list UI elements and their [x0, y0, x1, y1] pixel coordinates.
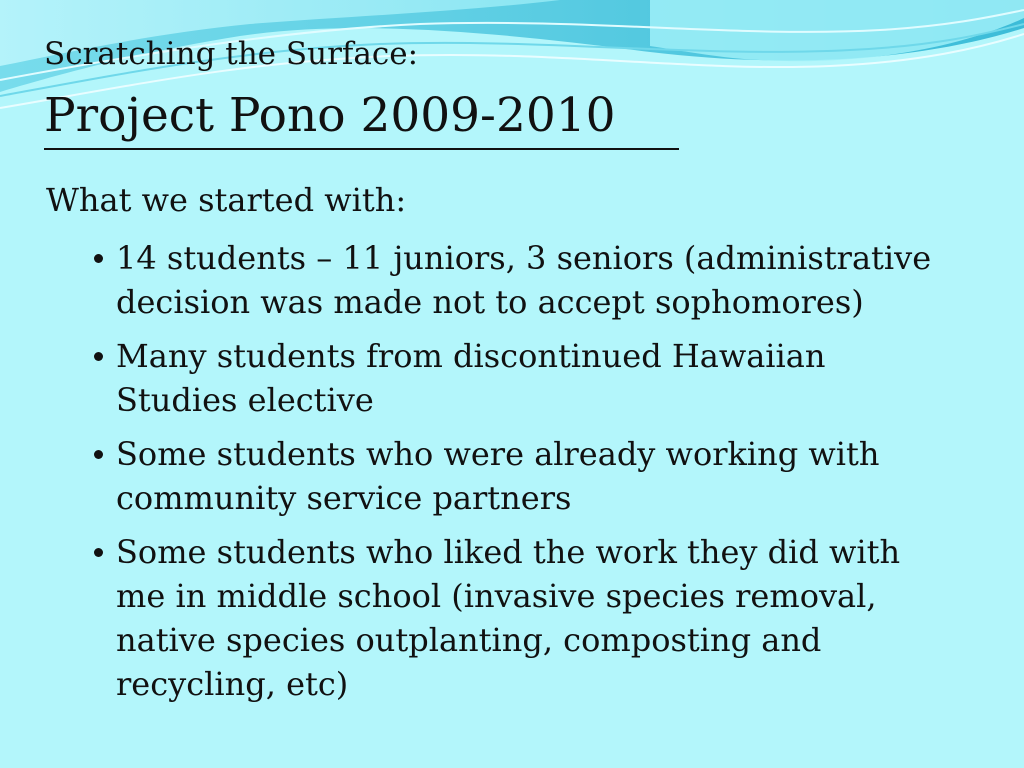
bullet-item	[88, 236, 988, 324]
bullet-dot-icon	[94, 352, 103, 361]
bullet-dot-icon	[94, 548, 103, 557]
bullet-item	[88, 334, 988, 422]
bullet-dot-icon	[94, 254, 103, 263]
bullet-line: Studies elective	[116, 381, 374, 419]
bullet-line: community service partners	[116, 479, 572, 517]
bullet-line: Many students from discontinued Hawaiian	[116, 337, 826, 375]
intro-text: What we started with:	[46, 181, 407, 219]
bullet-line: decision was made not to accept sophomores)	[116, 283, 864, 321]
bullet-line: me in middle school (invasive species removal,	[116, 577, 877, 615]
bullet-line: 14 students – 11 juniors, 3 seniors (administrative	[116, 239, 932, 277]
bullet-item	[88, 530, 988, 706]
title-underline	[44, 148, 679, 150]
bullet-line: recycling, etc)	[116, 665, 349, 703]
bullet-line: native species outplanting, composting and	[116, 621, 822, 659]
slide-subtitle: Scratching the Surface:	[44, 36, 419, 72]
bullet-item	[88, 432, 988, 520]
bullet-list	[88, 236, 988, 716]
wave-band-right	[650, 0, 1024, 61]
bullet-line: Some students who liked the work they did with	[116, 533, 901, 571]
slide-title: Project Pono 2009-2010	[44, 88, 616, 143]
bullet-dot-icon	[94, 450, 103, 459]
bullet-line: Some students who were already working with	[116, 435, 880, 473]
